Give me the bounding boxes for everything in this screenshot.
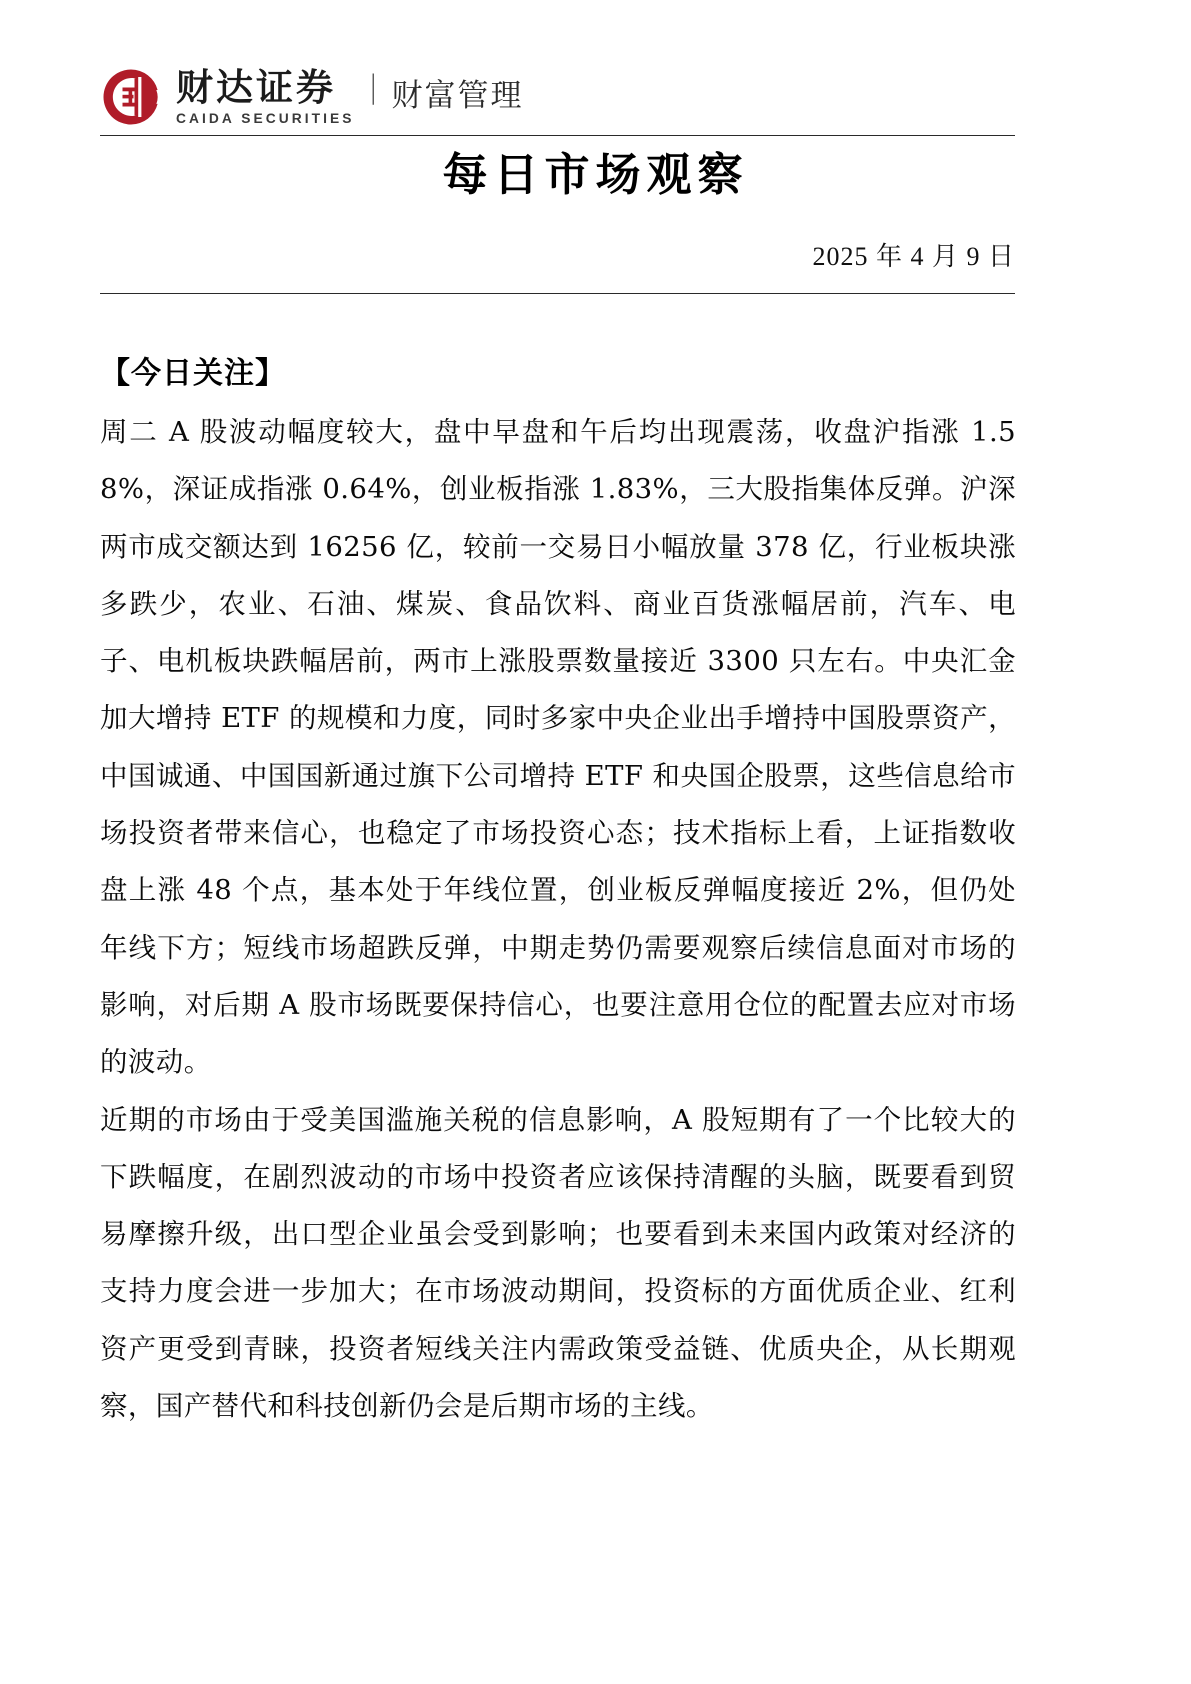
brand-name-en: CAIDA SECURITIES — [176, 110, 355, 126]
body-paragraph: 周二 A 股波动幅度较大，盘中早盘和午后均出现震荡，收盘沪指涨 1.58%，深证成指涨 0.64%，创业板指涨 1.83%，三大股指集体反弹。沪深两市成交额达到 16256 亿，较前一交易日小幅放量 378 亿，行业板块涨多跌少，农业、石油、煤炭、食品饮料、商业百货涨幅居前，汽车、电子、电机板块跌幅居前，两市上涨股票数量接近 3300 只左右。中央汇金加大增持 ETF 的规模和力度，同时多家中央企业出手增持中国股票资产，中国诚通、中国国新通过旗下公司增持 ETF 和央国企股票，这些信息给市场投资者带来信心，也稳定了市场投资心态；技术指标上看，上证指数收盘上涨 48 个点，基本处于年线位置，创业板反弹幅度接近 2%，但仍处年线下方；短线市场超跌反弹，中期走势仍需要观察后续信息面对市场的影响，对后期 A 股市场既要保持信心，也要注意用仓位的配置去应对市场的波动。 — [100, 416, 1016, 1079]
body-paragraph: 近期的市场由于受美国滥施关税的信息影响，A 股短期有了一个比较大的下跌幅度，在剧烈波动的市场中投资者应该保持清醒的头脑，既要看到贸易摩擦升级，出口型企业虽会受到影响；也要看到未来国内政策对经济的支持力度会进一步加大；在市场波动期间，投资标的方面优质企业、红利资产更受到青睐，投资者短线关注内需政策受益链、优质央企，从长期观察，国产替代和科技创新仍会是后期市场的主线。 — [100, 1103, 1016, 1423]
header-divider-rule — [100, 135, 1015, 136]
caida-securities-circular-logo-icon — [100, 66, 162, 128]
brand-wordmark — [176, 66, 355, 126]
masthead — [100, 58, 1015, 136]
section-heading-today-focus: 【今日关注】 — [100, 356, 286, 391]
page-title: 每日市场观察 — [442, 148, 749, 201]
body-copy — [100, 404, 1016, 1435]
title-divider-rule — [100, 293, 1015, 294]
brand-divider: | — [368, 68, 379, 105]
document-date: 2025 年 4 月 9 日 — [812, 242, 1015, 271]
brand-subbrand-label: 财富管理 — [391, 77, 524, 114]
brand-name-cn: 财达证券 — [176, 66, 336, 110]
